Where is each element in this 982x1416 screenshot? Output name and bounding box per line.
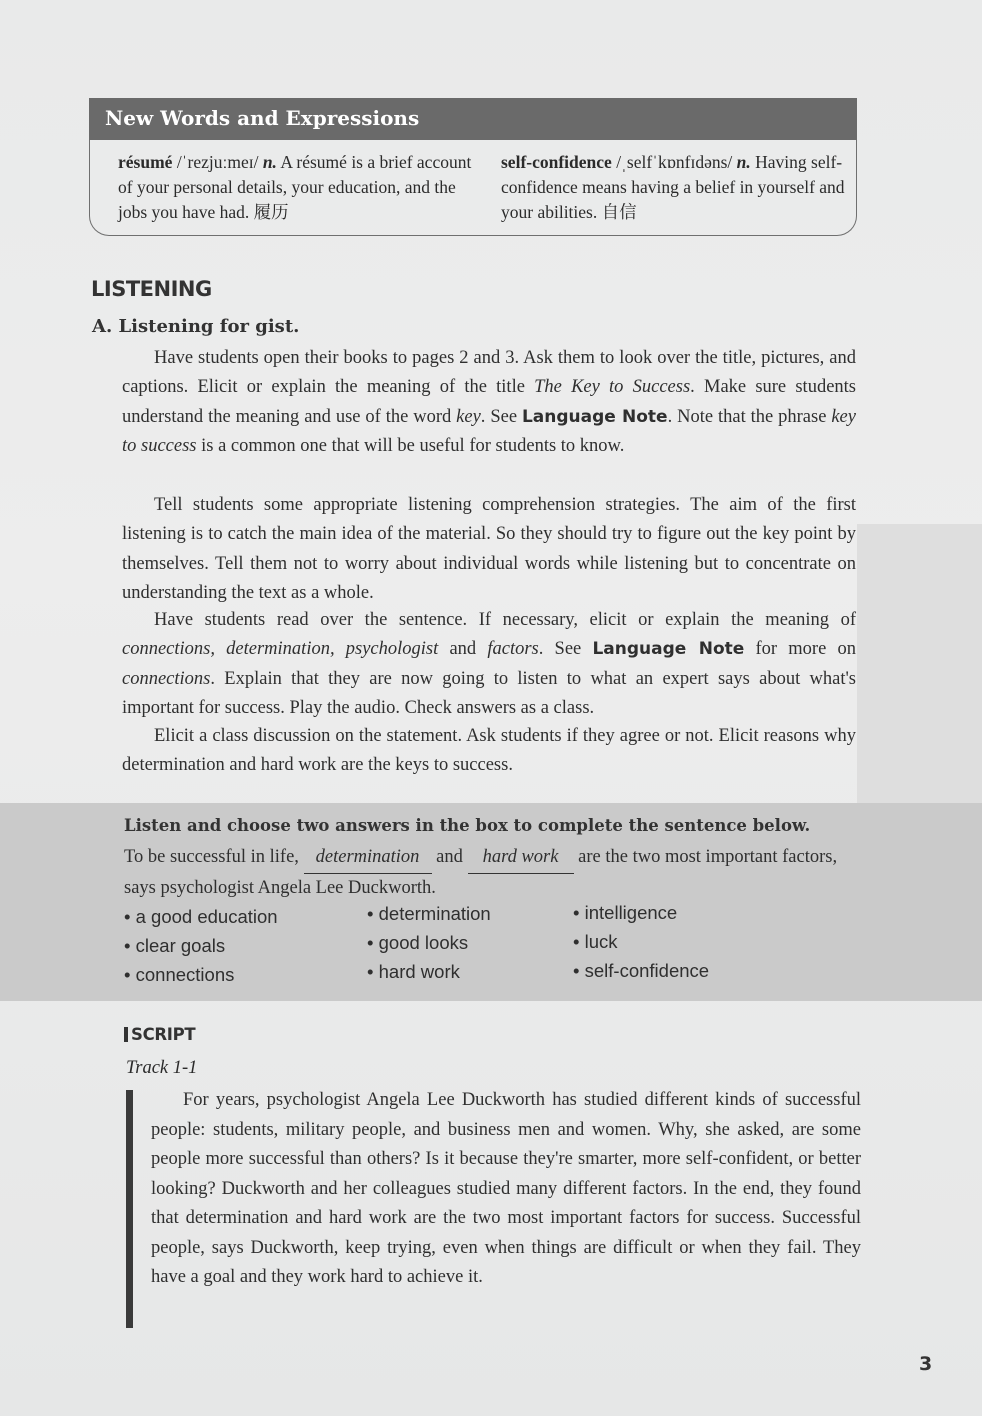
paragraph-1: Have students open their books to pages 2 and 3. Ask them to look over the title, pictures, and captions. Elicit or explain the meaning of the title The Key to Success. Make sure students understand the meaning and use of the word key. See Language Note. Note that the phrase key to success is a common one that will be useful for students to know. (122, 348, 856, 456)
option-item: • intelligence (573, 902, 677, 924)
word-chinese: 履历 (253, 202, 289, 222)
word-definition: A résumé is a brief account of your personal details, your education, and the jobs you have had. (118, 152, 472, 222)
language-note-ref: Language Note (592, 639, 745, 660)
language-note-ref: Language Note (521, 406, 668, 427)
new-words-header: New Words and Expressions (89, 98, 857, 140)
answer-blank-2: hard work (468, 843, 574, 874)
paragraph-4: Elicit a class discussion on the statement. Ask students if they agree or not. Elicit reasons why determination and hard work are the keys to success. (122, 726, 856, 776)
option-item: • a good education (124, 906, 278, 928)
word-term: self-confidence (501, 152, 612, 172)
activity-instruction: Listen and choose two answers in the box to complete the sentence below. (124, 816, 811, 835)
word-pos: n. (736, 152, 751, 172)
word-chinese: 自信 (601, 202, 637, 222)
option-item: • connections (124, 964, 234, 986)
option-item: • hard work (367, 961, 460, 983)
option-item: • determination (367, 903, 491, 925)
option-item: • good looks (367, 932, 468, 954)
word-term: résumé (118, 152, 173, 172)
title-italic: The Key to Success (534, 377, 691, 398)
option-item: • clear goals (124, 935, 225, 957)
word-pronunciation: /ˈrezjuːmeɪ/ (176, 152, 259, 172)
page-number: 3 (919, 1353, 933, 1375)
script-side-bar (126, 1090, 133, 1328)
new-word-self-confidence (501, 150, 851, 225)
track-label: Track 1-1 (126, 1058, 198, 1078)
activity-sentence: To be successful in life, determination and hard work are the two most important factors, says psychologist Angela Lee Duckworth. (124, 843, 858, 903)
option-item: • luck (573, 931, 618, 953)
word-definition: Having self-confidence means having a belief in yourself and your abilities. (501, 152, 845, 222)
heading-marker (124, 1027, 128, 1042)
sub-heading: A. Listening for gist. (92, 316, 300, 337)
side-shade (857, 524, 982, 803)
script-heading: SCRIPT (124, 1025, 195, 1044)
word-pos: n. (262, 152, 277, 172)
script-text: For years, psychologist Angela Lee Duckworth has studied different kinds of successful people: students, military people, and business men and women. Why, she asked, are some people more successful than others? Is it because they're smarter, more self-confident, or better looking? Duckworth and her colleagues studied many different factors. In the end, they found that determination and hard work are the two most important factors for success. Successful people, says Duckworth, keep trying, even when things are difficult or when they fail. They have a goal and they work hard to achieve it. (151, 1090, 861, 1287)
paragraph-2: Tell students some appropriate listening comprehension strategies. The aim of the first listening is to catch the main idea of the material. So they should try to figure out the key point by themselves. Tell them not to worry about individual words while listening but to concentrate on understanding the text as a whole. (122, 495, 856, 603)
section-heading: LISTENING (91, 277, 212, 301)
paragraph-3: Have students read over the sentence. If necessary, elicit or explain the meaning of connections, determination, psychologist and factors. See Language Note for more on connections. Explain that they are now going to listen to what an expert says about what's important for success. Play the audio. Check answers as a class. (122, 610, 856, 718)
word-pronunciation: /ˌselfˈkɒnfɪdəns/ (616, 152, 733, 172)
option-item: • self-confidence (573, 960, 709, 982)
answer-blank-1: determination (304, 843, 432, 874)
new-word-resume (118, 150, 478, 225)
